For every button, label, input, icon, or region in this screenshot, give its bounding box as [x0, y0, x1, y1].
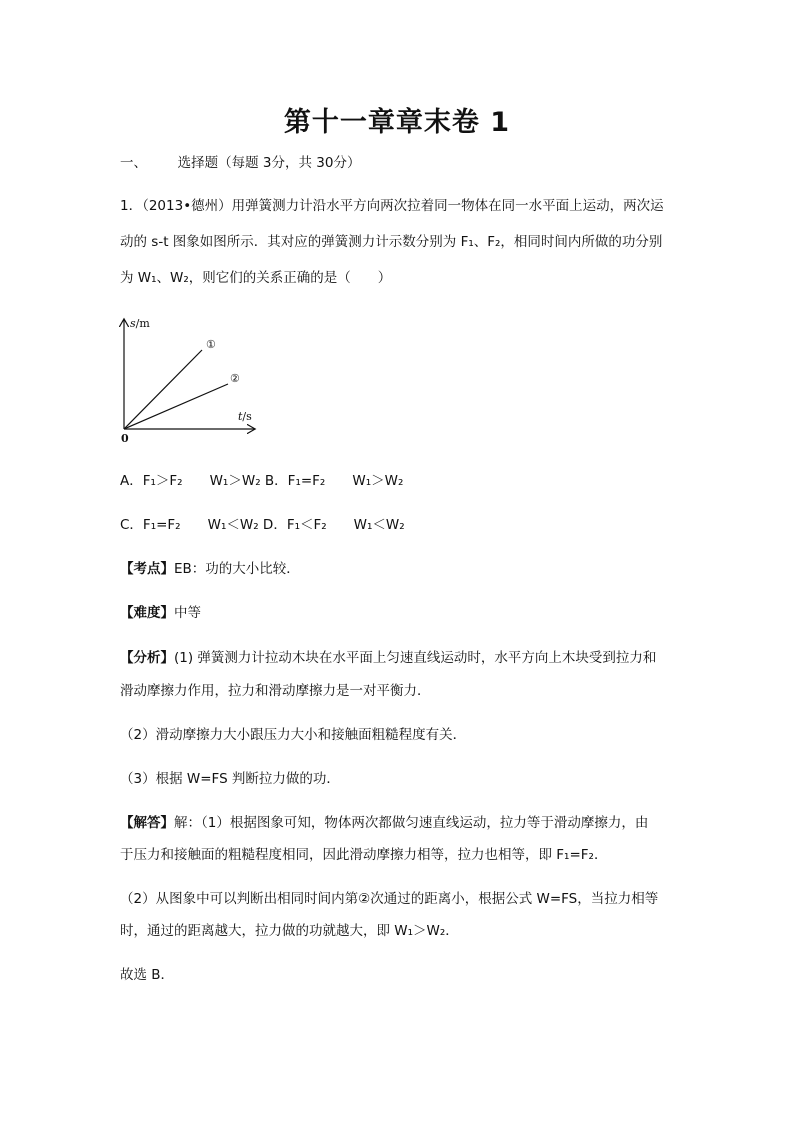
- option-c: C．F₁=F₂ W₁＜W₂: [120, 517, 259, 533]
- section-number: 一、: [120, 155, 147, 171]
- origin-label: 0: [121, 432, 129, 445]
- option-a: A．F₁＞F₂ W₁＞W₂: [120, 473, 261, 489]
- jieda-line-3: （2）从图象中可以判断出相同时间内第②次通过的距离小，根据公式 W=FS，当拉力相等: [120, 891, 659, 907]
- line-2-label: ②: [230, 372, 240, 385]
- fenxi-line-2: 滑动摩擦力作用，拉力和滑动摩擦力是一对平衡力．: [120, 683, 431, 699]
- section-text: 选择题（每题 3分，共 30分）: [177, 155, 361, 171]
- nandu-text: 中等: [174, 605, 201, 621]
- x-axis-label: t/s: [238, 410, 252, 423]
- fenxi-label: 【分析】: [120, 650, 174, 666]
- jieda-line-2: 于压力和接触面的粗糙程度相同，因此滑动摩擦力相等，拉力也相等，即 F₁=F₂．: [120, 847, 608, 863]
- fenxi-line-4: （3）根据 W=FS 判断拉力做的功．: [120, 771, 340, 787]
- kaodian-text: EB：功的大小比较．: [174, 561, 300, 577]
- jieda-line-1: 【解答】解：（1）根据图象可知，物体两次都做匀速直线运动，拉力等于滑动摩擦力，由: [120, 815, 649, 831]
- question-line-1: 1．（2013•德州）用弹簧测力计沿水平方向两次拉着同一物体在同一水平面上运动，两次运: [120, 198, 664, 214]
- option-d: D．F₁＜F₂ W₁＜W₂: [262, 517, 405, 533]
- nandu: [120, 603, 680, 623]
- page-title: 第十一章章末卷 1: [283, 107, 511, 138]
- kaodian-label: 【考点】: [120, 561, 174, 577]
- jieda-line-5: 故选 B．: [120, 967, 175, 983]
- line-2: [124, 384, 228, 429]
- line-1: [124, 350, 202, 429]
- kaodian: [120, 559, 680, 579]
- y-axis-label: s/m: [130, 317, 150, 330]
- option-b: B．F₁=F₂ W₁＞W₂: [264, 473, 404, 489]
- section-heading: [120, 153, 680, 173]
- question-line-3: 为 W₁、W₂，则它们的关系正确的是（ ）: [120, 270, 392, 286]
- jieda-label: 【解答】: [120, 815, 174, 831]
- nandu-label: 【难度】: [120, 605, 174, 621]
- line-1-label: ①: [206, 338, 216, 351]
- fenxi-line-1: 【分析】(1) 弹簧测力计拉动木块在水平面上匀速直线运动时，水平方向上木块受到拉力和: [120, 650, 657, 666]
- option-row-1: [120, 471, 680, 491]
- question-line-2: 动的 s-t 图象如图所示．其对应的弹簧测力计示数分别为 F₁、F₂，相同时间内所做的功分别: [120, 234, 663, 250]
- s-t-graph: [118, 312, 268, 447]
- jieda-line-4: 时，通过的距离越大，拉力做的功就越大，即 W₁＞W₂．: [120, 923, 459, 939]
- fenxi-line-3: （2）滑动摩擦力大小跟压力大小和接触面粗糙程度有关．: [120, 727, 467, 743]
- option-row-2: [120, 515, 680, 535]
